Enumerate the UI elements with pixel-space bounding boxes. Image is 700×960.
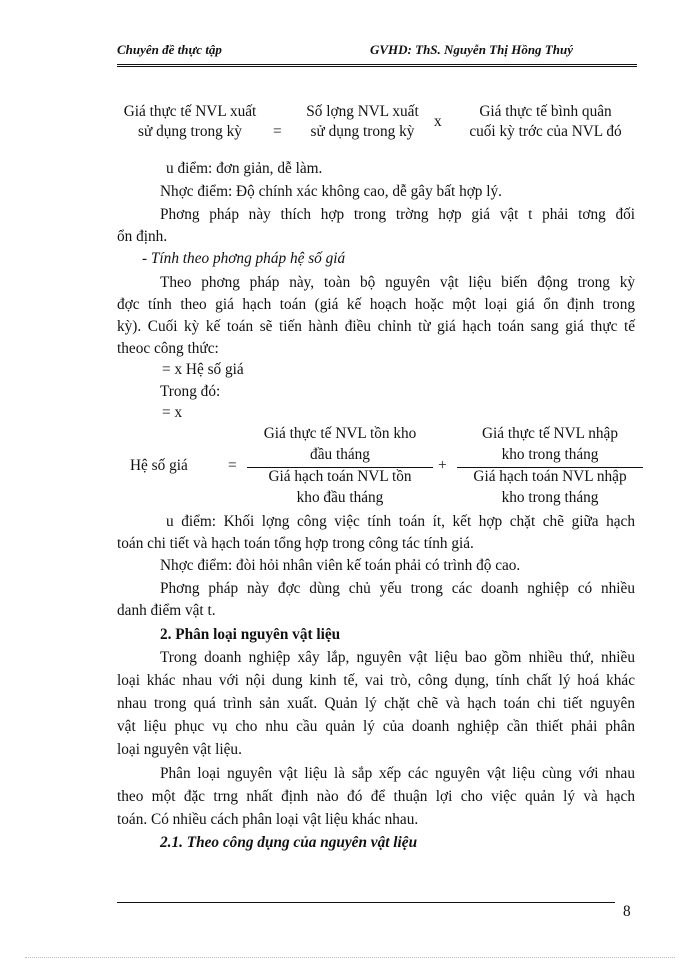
section2-p2-line1: Phân loại nguyên vật liệu là sắp xếp các nguyên vật liệu cùng với nhau <box>160 765 635 782</box>
coef-method-title: - Tính theo phơng pháp hệ số giá <box>142 250 346 267</box>
coef-advantage-line2: toán chi tiết và hạch toán tổng hợp trong công tác tính giá. <box>117 535 474 552</box>
header-supervisor: GVHD: ThS. Nguyễn Thị Hồng Thuý <box>370 42 573 57</box>
formula1-left-line2: sử dụng trong kỳ <box>138 123 242 140</box>
formula1-times: x <box>434 113 442 130</box>
header-rule <box>117 64 637 67</box>
section2-p1-line1: Trong doanh nghiệp xây lắp, nguyên vật liệu bao gồm nhiều thứ, nhiều <box>160 649 635 666</box>
page-number: 8 <box>623 903 631 920</box>
section2-heading: 2. Phân loại nguyên vật liệu <box>160 626 341 643</box>
header-left-title: Chuyên đề thực tập <box>117 42 222 57</box>
formula2-label: Hệ số giá <box>130 457 188 474</box>
section2-p1-line5: loại nguyên vật liệu. <box>117 741 242 758</box>
coef-equation1: = x Hệ số giá <box>162 361 244 378</box>
f1-numerator-line2: đầu tháng <box>310 446 370 463</box>
footer-rule <box>117 902 615 903</box>
advantage-text: u điểm: đơn giản, dễ làm. <box>166 160 323 177</box>
formula1-equals: = <box>273 123 282 140</box>
section2-p1-line2: loại khác nhau với nội dung kinh tế, vai trò, công dụng, tính chất lý hoá khác <box>117 672 635 689</box>
f2-numerator-line2: kho trong tháng <box>501 446 599 463</box>
coef-disadvantage: Nhợc điểm: đòi hỏi nhân viên kế toán phải có trình độ cao. <box>160 557 521 574</box>
formula1-left-line1: Giá thực tế NVL xuất <box>123 103 257 120</box>
applicable-line2: ổn định. <box>117 228 168 245</box>
f1-numerator-line1: Giá thực tế NVL tồn kho <box>263 425 417 442</box>
formula1-mid-line2: sử dụng trong kỳ <box>310 123 415 140</box>
applicable-line1: Phơng pháp này thích hợp trong trờng hợp giá vật t phải tơng đối <box>160 206 635 223</box>
f2-denominator-line1: Giá hạch toán NVL nhập <box>473 468 627 485</box>
coef-usage-line2: danh điểm vật t. <box>117 602 216 619</box>
f2-numerator-line1: Giá thực tế NVL nhập <box>481 425 618 442</box>
coef-para-line4: theoc công thức: <box>117 340 219 357</box>
where-label: Trong đó: <box>160 383 221 400</box>
section2-p2-line3: toán. Có nhiều cách phân loại vật liệu khác nhau. <box>117 811 419 828</box>
coef-para-line2: đợc tính theo giá hạch toán (giá kế hoạch hoặc một loại giá ổn định trong <box>117 296 635 313</box>
page-bottom-dotted-line <box>25 957 675 958</box>
formula1-right-line1: Giá thực tế bình quân <box>479 103 612 120</box>
section2-p1-line3: nhau trong quá trình sản xuất. Quản lý chặt chẽ và hạch toán chi tiết nguyên <box>117 695 635 712</box>
f1-denominator-line1: Giá hạch toán NVL tồn <box>268 468 412 485</box>
formula1-right-line2: cuối kỳ trớc của NVL đó <box>469 123 622 140</box>
formula1-mid-line1: Số lợng NVL xuất <box>306 103 419 120</box>
coef-para-line1: Theo phơng pháp này, toàn bộ nguyên vật liệu biến động trong kỳ <box>160 274 635 291</box>
coef-equation2: = x <box>162 404 183 421</box>
subsection-2-1-heading: 2.1. Theo công dụng của nguyên vật liệu <box>160 834 418 851</box>
coef-usage-line1: Phơng pháp này đợc dùng chủ yếu trong các doanh nghiệp có nhiều <box>160 580 635 597</box>
f1-denominator-line2: kho đầu tháng <box>296 489 384 506</box>
section2-p2-line2: theo một đặc trng nhất định nào đó để thuận lợi cho việc quản lý và hạch <box>117 788 635 805</box>
disadvantage-text: Nhợc điểm: Độ chính xác không cao, dễ gây bất hợp lý. <box>160 183 502 200</box>
formula2-plus: + <box>438 457 447 474</box>
section2-p1-line4: vật liệu phục vụ cho nhu cầu quản lý của doanh nghiệp cần thiết phải phân <box>117 718 635 735</box>
formula2-equals: = <box>228 457 237 474</box>
coef-para-line3: kỳ). Cuối kỳ kế toán sẽ tiến hành điều chỉnh từ giá hạch toán sang giá thực tế <box>117 318 635 335</box>
coef-advantage-line1: u điểm: Khối lợng công việc tính toán ít, kết hợp chặt chẽ giữa hạch <box>166 513 635 530</box>
f2-denominator-line2: kho trong tháng <box>501 489 599 506</box>
